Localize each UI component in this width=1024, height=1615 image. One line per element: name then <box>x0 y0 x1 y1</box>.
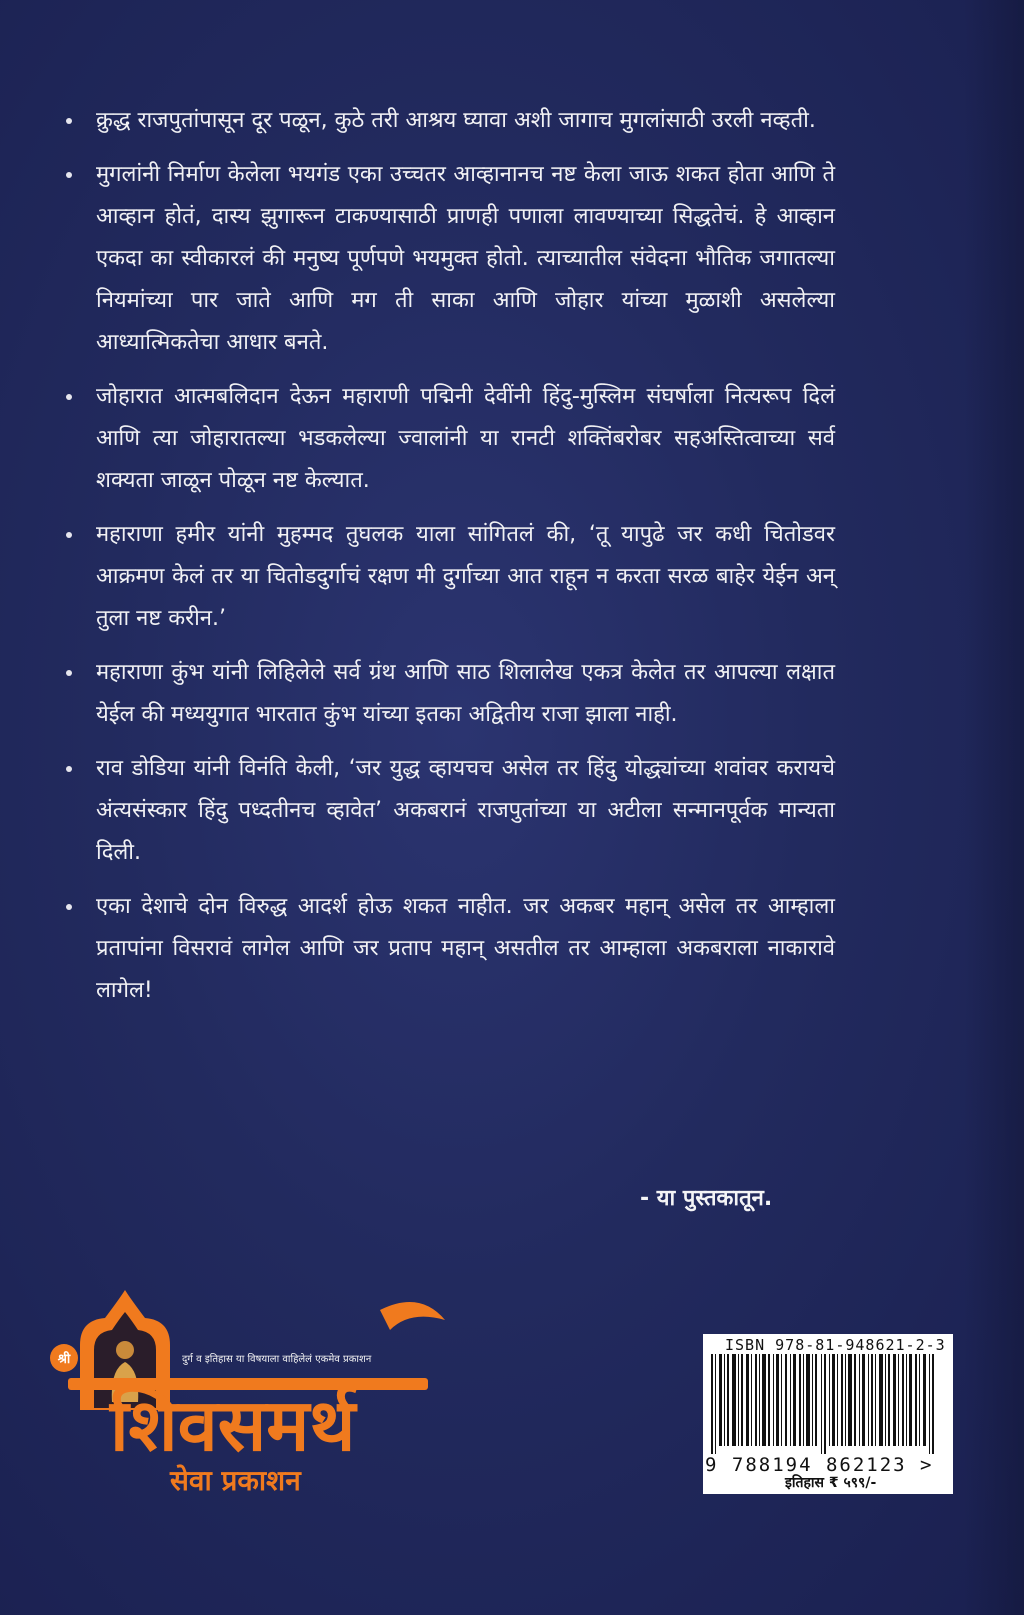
excerpt-bullet <box>60 652 835 736</box>
publisher-logo-graphic <box>50 1290 450 1500</box>
bullet-icon <box>66 766 72 772</box>
bullet-icon <box>66 394 72 400</box>
excerpt-text: मुगलांनी निर्माण केलेला भयगंड एका उच्चतर आव्हानानच नष्ट केला जाऊ शकत होता आणि ते आव्हान होतं, दास्य झुगारून टाकण्यासाठी प्राणही पणाला लावण्याच्या सिद्धतेचं. हे आव्हान एकदा का स्वीकारलं की मनुष्य पूर्णपणे भयमुक्त होतो. त्याच्यातील संवेदना भौतिक जगातल्या नियमांच्या पार जाते आणि मग ती साका आणि जोहार यांच्या मुळाशी असलेल्या आध्यात्मिकतेचा आधार बनते. <box>96 162 835 355</box>
isbn-label: ISBN 978-81-948621-2-3 <box>725 1336 946 1354</box>
isbn-barcode <box>703 1334 953 1494</box>
publisher-name: शिवसमर्थ <box>110 1383 356 1467</box>
bullet-icon <box>66 532 72 538</box>
bullet-icon <box>66 118 72 124</box>
price-label: इतिहास ₹ ५९९/- <box>785 1475 877 1491</box>
excerpt-bullet <box>60 514 835 640</box>
excerpt-text: एका देशाचे दोन विरुद्ध आदर्श होऊ शकत नाहीत. जर अकबर महान् असेल तर आम्हाला प्रतापांना विसरावं लागेल आणि जर प्रताप महान् असतील तर आम्हाला अकबराला नाकारावे लागेल! <box>96 894 835 1003</box>
bullet-icon <box>66 670 72 676</box>
bullet-icon <box>66 172 72 178</box>
publisher-prefix: श्री <box>57 1352 71 1367</box>
shivaji-portrait-icon <box>116 1341 134 1359</box>
excerpt-bullet <box>60 886 835 1012</box>
excerpt-bullet <box>60 154 835 364</box>
publisher-subtitle: सेवा प्रकाशन <box>170 1464 301 1497</box>
quote-source: - या पुस्तकातून. <box>640 1186 773 1211</box>
excerpt-text: राव डोडिया यांनी विनंति केली, ‘जर युद्ध व्हायचच असेल तर हिंदु योद्ध्यांच्या शवांवर करायचे अंत्यसंस्कार हिंदु पध्दतीनच व्हावेत’ अकबरानं राजपुतांच्या या अटीला सन्मानपूर्वक मान्यता दिली. <box>96 756 835 865</box>
publisher-logo <box>50 1290 450 1500</box>
barcode-bars-icon <box>711 1354 947 1454</box>
publisher-tagline: दुर्ग व इतिहास या विषयाला वाहिलेलं एकमेव प्रकाशन <box>182 1354 372 1365</box>
spine-shadow <box>964 0 1024 1615</box>
excerpt-bullet <box>60 376 835 502</box>
excerpt-text: महाराणा कुंभ यांनी लिहिलेले सर्व ग्रंथ आणि साठ शिलालेख एकत्र केलेत तर आपल्या लक्षात येईल की मध्ययुगात भारतात कुंभ यांच्या इतका अद्वितीय राजा झाला नाही. <box>96 660 835 727</box>
back-cover-text <box>60 100 835 1024</box>
barcode-digits: 9 788194 862123 > <box>705 1454 934 1476</box>
excerpt-text: क्रुद्ध राजपुतांपासून दूर पळून, कुठे तरी आश्रय घ्यावा अशी जागाच मुगलांसाठी उरली नव्हती. <box>96 108 816 133</box>
bullet-icon <box>66 904 72 910</box>
excerpt-text: जोहारात आत्मबलिदान देऊन महाराणी पद्मिनी देवींनी हिंदु-मुस्लिम संघर्षाला नित्यरूप दिलं आणि त्या जोहारातल्या भडकलेल्या ज्वालांनी या रानटी शक्तिंबरोबर सहअस्तित्वाच्या सर्व शक्यता जाळून पोळून नष्ट केल्यात. <box>96 384 835 493</box>
excerpt-text: महाराणा हमीर यांनी मुहम्मद तुघलक याला सांगितलं की, ‘तू यापुढे जर कधी चितोडवर आक्रमण केलं तर या चितोडदुर्गाचं रक्षण मी दुर्गाच्या आत राहून न करता सरळ बाहेर येईन अन् तुला नष्ट करीन.’ <box>96 522 835 631</box>
excerpt-bullet <box>60 748 835 874</box>
excerpt-bullet <box>60 100 835 142</box>
